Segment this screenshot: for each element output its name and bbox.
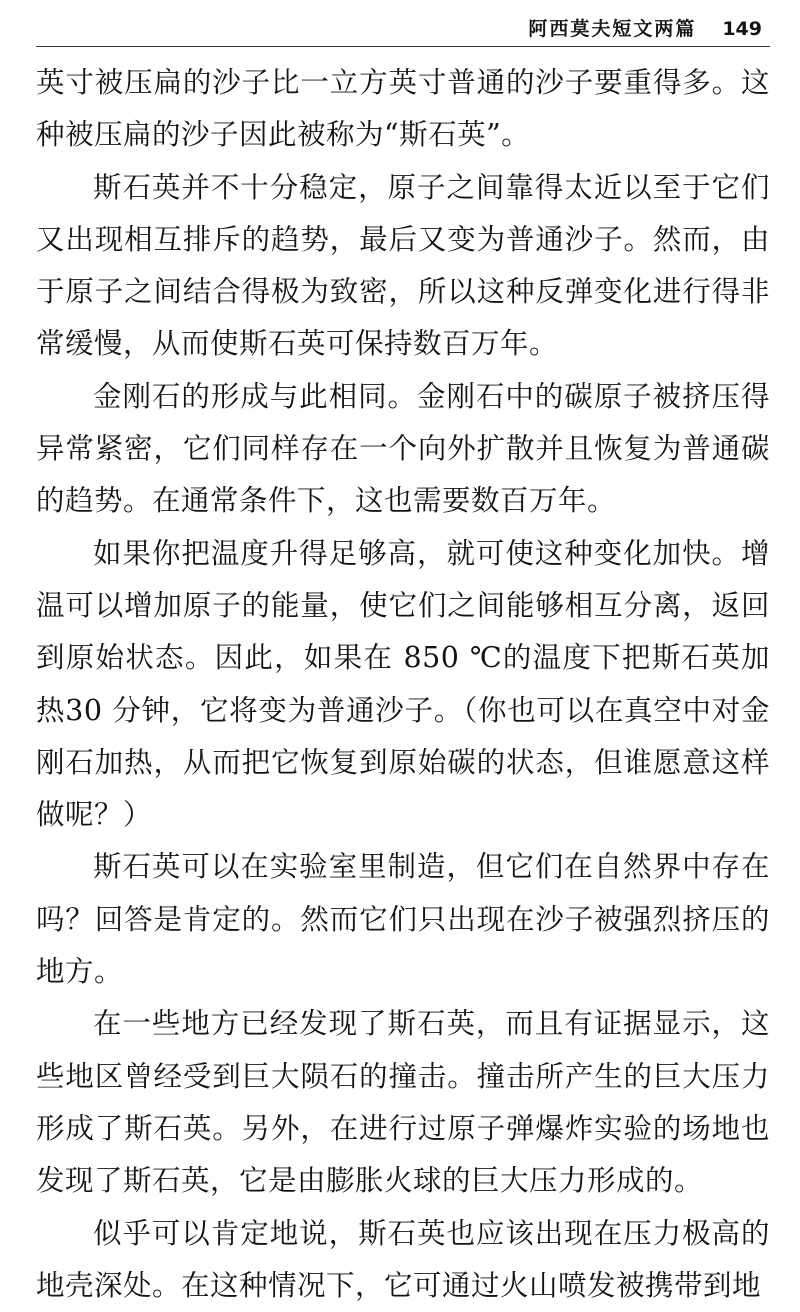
- page-number: 149: [722, 18, 762, 40]
- header-rule: [36, 46, 770, 47]
- paragraph: 似乎可以肯定地说，斯石英也应该出现在压力极高的地壳深处。在这种情况下，它可通过火山喷发被携带到地: [36, 1216, 770, 1302]
- body-text: [36, 57, 770, 1312]
- paragraph: 斯石英可以在实验室里制造，但它们在自然界中存在吗？回答是肯定的。然而它们只出现在沙子被强烈挤压的地方。: [36, 850, 770, 989]
- paragraph-continued: 英寸被压扁的沙子比一立方英寸普通的沙子要重得多。这种被压扁的沙子因此被称为“斯石英”。: [36, 66, 770, 152]
- running-title: 阿西莫夫短文两篇: [528, 18, 697, 40]
- paragraph: 如果你把温度升得足够高，就可使这种变化加快。增温可以增加原子的能量，使它们之间能够相互分离，返回到原始状态。因此，如果在 850 ℃的温度下把斯石英加热30 分钟，它将变为普通沙子。（你也可以在真空中对金刚石加热，从而把它恢复到原始碳的状态，但谁愿意这样做呢？）: [36, 536, 770, 832]
- paragraph: 金刚石的形成与此相同。金刚石中的碳原子被挤压得异常紧密，它们同样存在一个向外扩散并且恢复为普通碳的趋势。在通常条件下，这也需要数百万年。: [36, 379, 770, 518]
- paragraph: 斯石英并不十分稳定，原子之间靠得太近以至于它们又出现相互排斥的趋势，最后又变为普通沙子。然而，由于原子之间结合得极为致密，所以这种反弹变化进行得非常缓慢，从而使斯石英可保持数百万年。: [36, 170, 770, 361]
- running-header: [36, 14, 770, 44]
- paragraph: 在一些地方已经发现了斯石英，而且有证据显示，这些地区曾经受到巨大陨石的撞击。撞击所产生的巨大压力形成了斯石英。另外，在进行过原子弹爆炸实验的场地也发现了斯石英，它是由膨胀火球的巨大压力形成的。: [36, 1007, 770, 1198]
